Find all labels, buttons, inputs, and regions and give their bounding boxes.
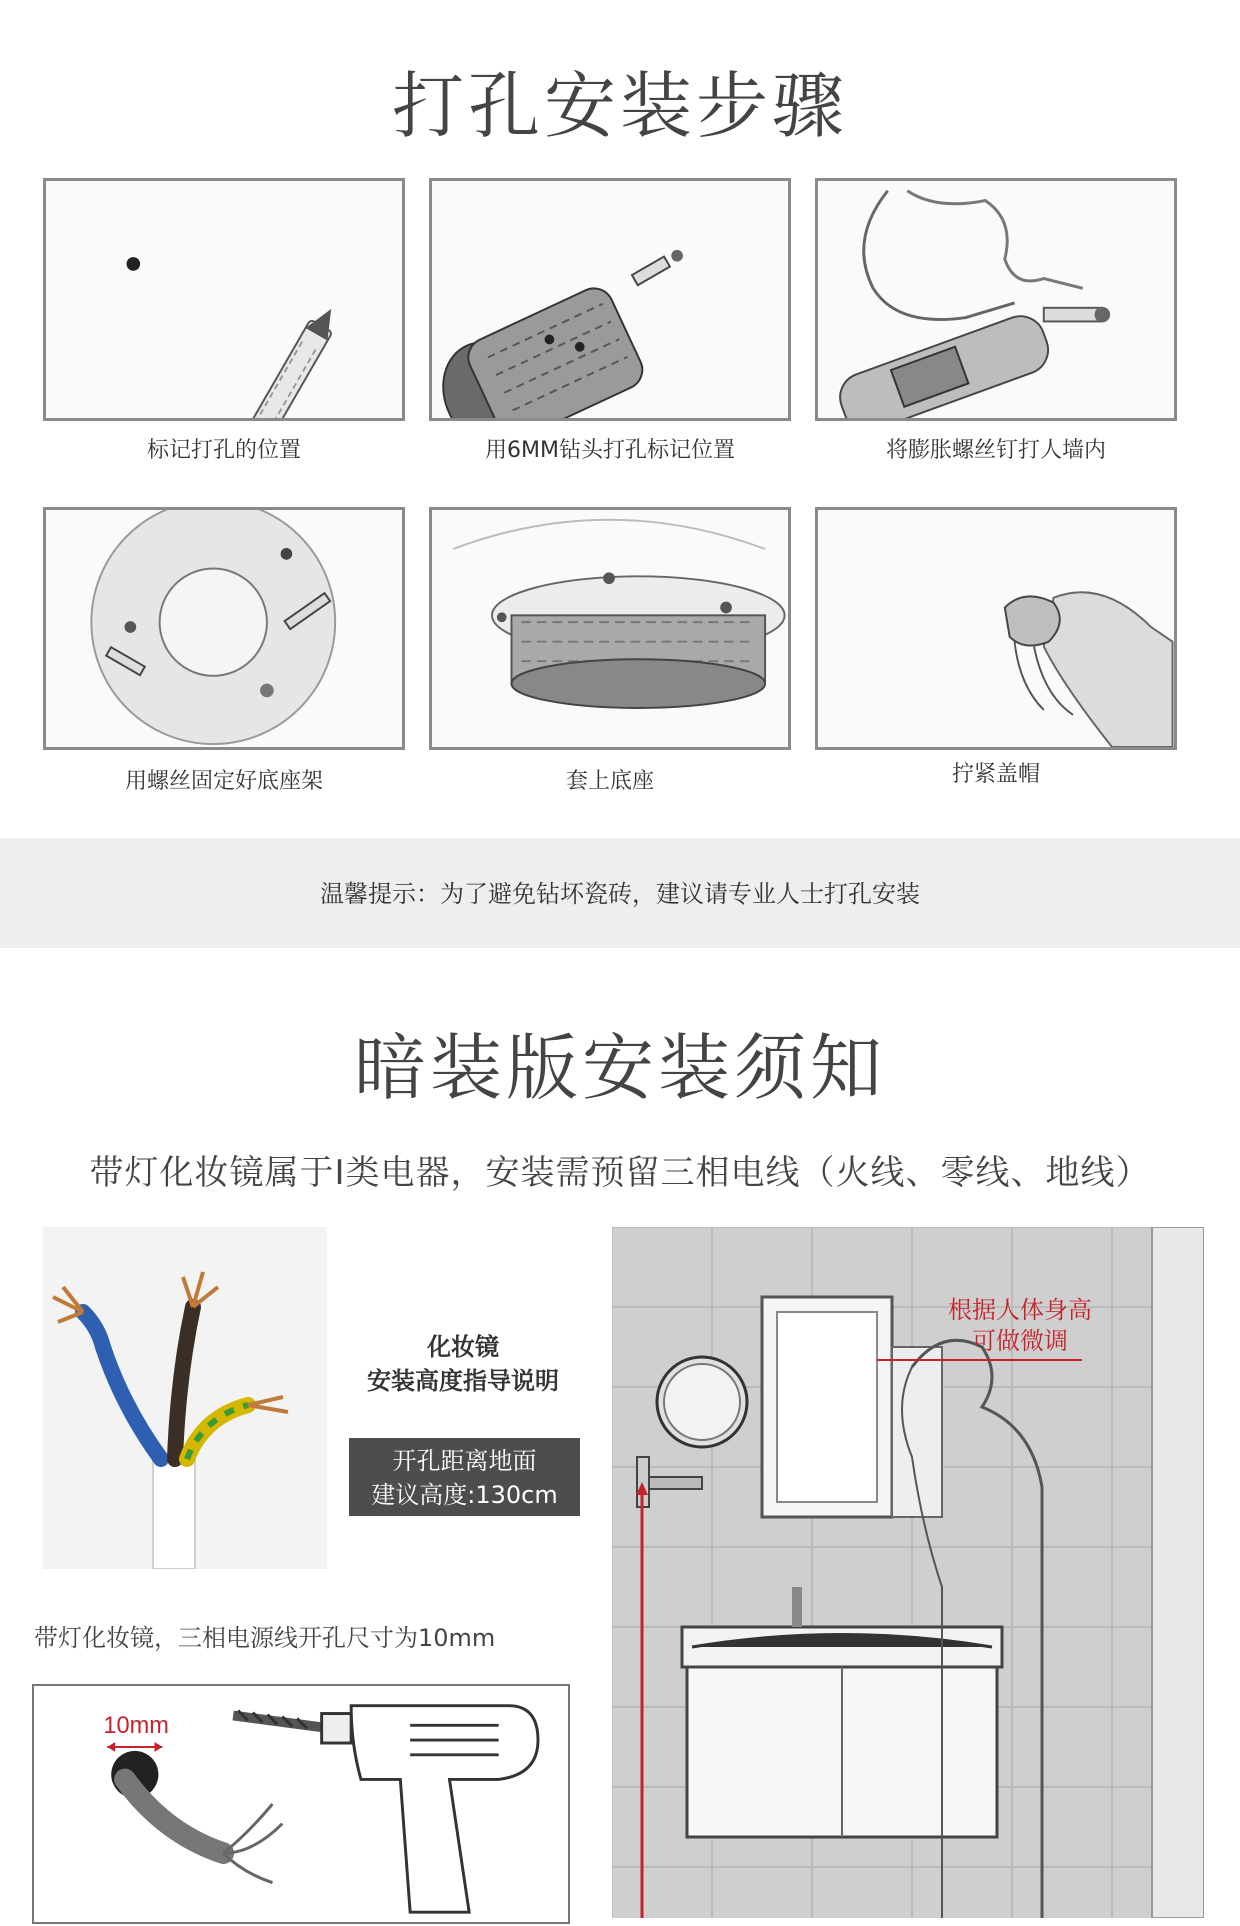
height-note-line2: 可做微调 — [972, 1327, 1068, 1355]
page-title: 打孔安装步骤 — [391, 64, 848, 148]
height-adjust-note — [930, 1295, 1110, 1357]
step-4-image — [43, 507, 405, 750]
power-cable-photo — [43, 1227, 327, 1569]
tip-text: 温馨提示：为了避免钻坏瓷砖，建议请专业人士打孔安装 — [320, 880, 920, 908]
hole-size-note: 带灯化妆镜，三相电源线开孔尺寸为10mm — [34, 1624, 496, 1652]
guide-title-line2: 安装高度指导说明 — [367, 1367, 559, 1395]
recommended-height-badge — [349, 1438, 580, 1516]
step-2-image — [429, 178, 791, 421]
badge-line1: 开孔距离地面 — [392, 1447, 537, 1475]
section-title: 暗装版安装须知 — [353, 1026, 886, 1110]
step-6-caption: 拧紧盖帽 — [951, 762, 1040, 787]
step-2-caption: 用6MM钻头打孔标记位置 — [485, 438, 735, 463]
step-5-caption: 套上底座 — [565, 769, 654, 794]
install-height-guide-title — [332, 1330, 594, 1398]
height-note-line1: 根据人体身高 — [948, 1296, 1092, 1324]
drill-illustration — [32, 1684, 570, 1924]
step-1-image — [43, 178, 405, 421]
step-1-caption: 标记打孔的位置 — [146, 438, 301, 463]
badge-line2: 建议高度:130cm — [371, 1481, 558, 1509]
drill-size-label: 10mm — [103, 1713, 169, 1740]
step-4-caption: 用螺丝固定好底座架 — [124, 769, 323, 794]
step-3-image — [815, 178, 1177, 421]
section-subtitle: 带灯化妆镜属于I类电器，安装需预留三相电线（火线、零线、地线） — [89, 1153, 1151, 1193]
bathroom-installation-scene — [612, 1227, 1204, 1918]
step-5-image — [429, 507, 791, 750]
guide-title-line1: 化妆镜 — [427, 1333, 499, 1361]
step-3-caption: 将膨胀螺丝钉打人墙内 — [885, 438, 1106, 463]
step-6-image — [815, 507, 1177, 750]
